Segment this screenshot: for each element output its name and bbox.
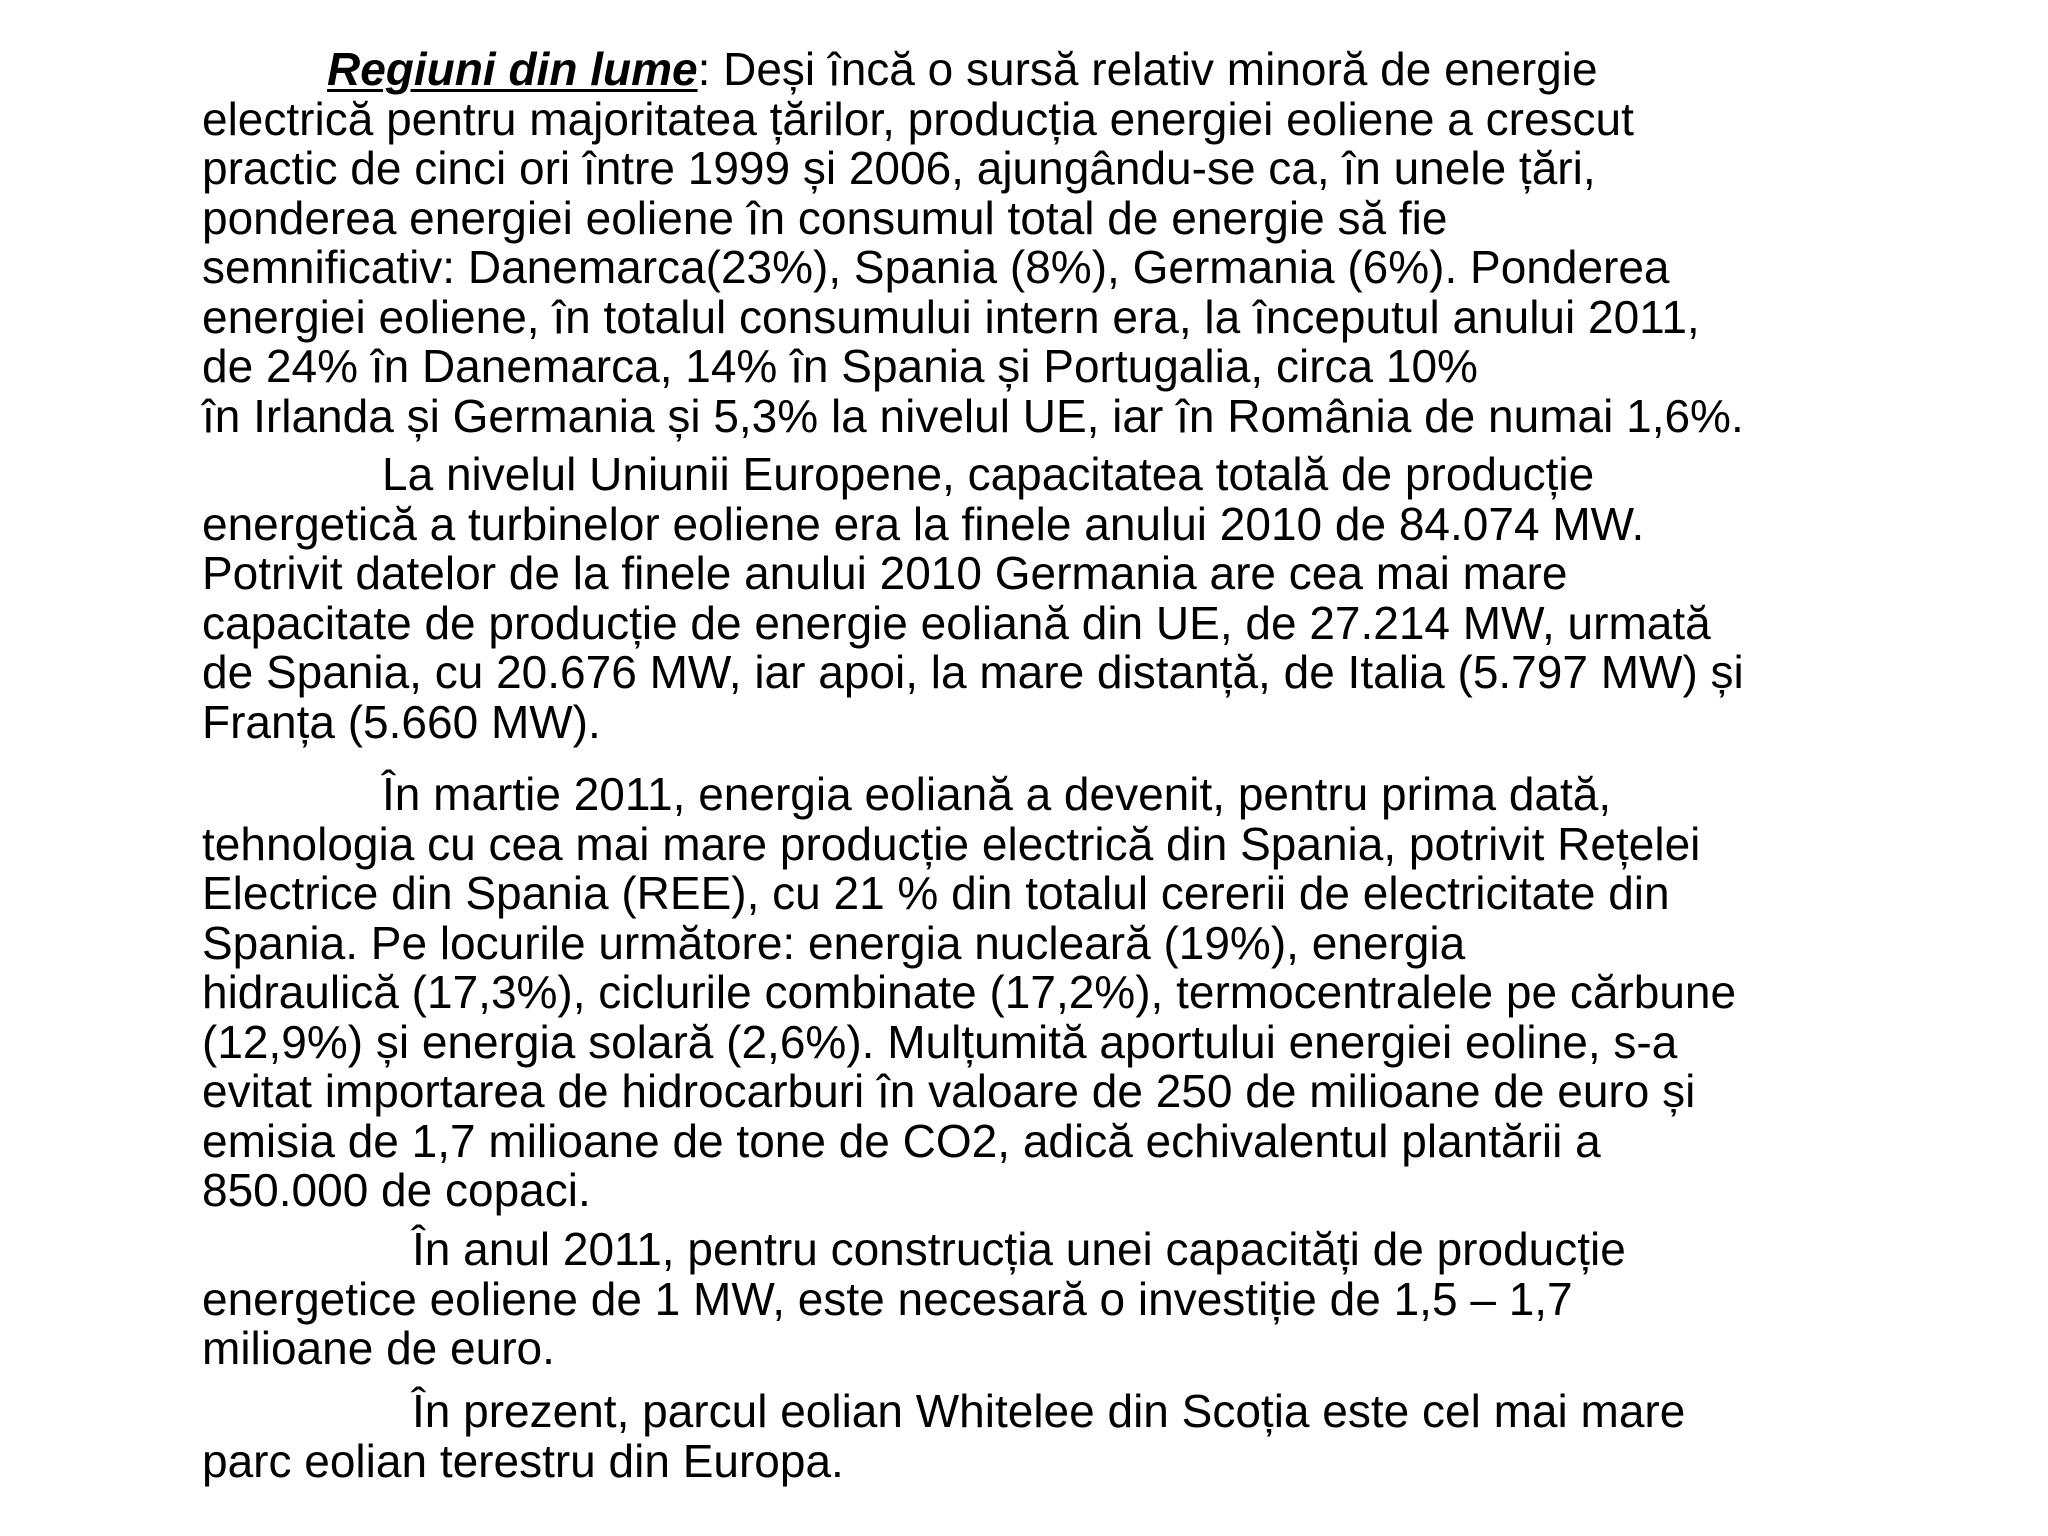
text-line: hidraulică (17,3%), ciclurile combinate (17,2%), termocentralele pe cărbune bbox=[202, 966, 1737, 1018]
text-line: electrică pentru majoritatea țărilor, producția energiei eoliene a crescut bbox=[202, 92, 1634, 145]
text-line: parc eolian terestru din Europa. bbox=[202, 1434, 844, 1487]
text-line: Potrivit datelor de la finele anului 2010 Germania are cea mai mare bbox=[202, 547, 1568, 599]
text-line: În prezent, parcul eolian Whitelee din Scoția este cel mai mare bbox=[412, 1385, 1686, 1437]
text-line: În martie 2011, energia eoliană a devenit, pentru prima dată, bbox=[382, 768, 1612, 820]
paragraph-spain-march-2011 bbox=[202, 770, 1736, 1216]
text-line: tehnologia cu cea mai mare producție electrică din Spania, potrivit Rețelei bbox=[202, 817, 1701, 870]
paragraph-world-regions bbox=[202, 45, 1744, 441]
paragraph-investment-cost bbox=[202, 1225, 1626, 1374]
text-line: Franța (5.660 MW). bbox=[202, 695, 601, 748]
paragraph-whitelee-park bbox=[202, 1387, 1685, 1486]
paragraph-eu-capacity bbox=[202, 450, 1744, 747]
text-line: ponderea energiei eoliene în consumul total de energie să fie bbox=[202, 191, 1448, 244]
text-line: Electrice din Spania (REE), cu 21 % din totalul cererii de electricitate din bbox=[202, 867, 1670, 919]
text-line bbox=[202, 45, 1744, 95]
text-line: evitat importarea de hidrocarburi în valoare de 250 de milioane de euro și bbox=[202, 1065, 1696, 1117]
text-line: semnificativ: Danemarca(23%), Spania (8%), Germania (6%). Ponderea bbox=[202, 241, 1670, 293]
text-line: practic de cinci ori între 1999 și 2006, ajungându-se ca, în unele țări, bbox=[202, 142, 1596, 194]
text-line: energetică a turbinelor eoliene era la finele anului 2010 de 84.074 MW. bbox=[202, 497, 1645, 550]
text-line: Spania. Pe locurile următore: energia nucleară (19%), energia bbox=[202, 916, 1466, 969]
text-line: în Irlanda și Germania și 5,3% la nivelul UE, iar în România de numai 1,6%. bbox=[202, 389, 1744, 442]
text-line: capacitate de producție de energie eoliană din UE, de 27.214 MW, urmată bbox=[202, 596, 1711, 649]
text-line: milioane de euro. bbox=[202, 1322, 555, 1374]
text-fragment: : Deși încă o sursă relativ minoră de energie bbox=[697, 43, 1598, 95]
section-heading: Regiuni din lume bbox=[327, 43, 698, 95]
text-line: 850.000 de copaci. bbox=[202, 1164, 591, 1216]
text-line: de 24% în Danemarca, 14% în Spania și Portugalia, circa 10% bbox=[202, 340, 1478, 392]
text-line: energetice eoliene de 1 MW, este necesară o investiție de 1,5 – 1,7 bbox=[202, 1272, 1573, 1325]
text-line: La nivelul Uniunii Europene, capacitatea totală de producție bbox=[382, 448, 1595, 500]
text-line: energiei eoliene, în totalul consumului intern era, la începutul anului 2011, bbox=[202, 290, 1700, 343]
text-line: de Spania, cu 20.676 MW, iar apoi, la mare distanță, de Italia (5.797 MW) și bbox=[202, 646, 1744, 698]
text-line: În anul 2011, pentru construcția unei capacități de producție bbox=[412, 1223, 1626, 1275]
text-line: (12,9%) și energia solară (2,6%). Mulțumită aportului energiei eoline, s-a bbox=[202, 1015, 1678, 1068]
text-line: emisia de 1,7 milioane de tone de CO2, adică echivalentul plantării a bbox=[202, 1114, 1601, 1167]
